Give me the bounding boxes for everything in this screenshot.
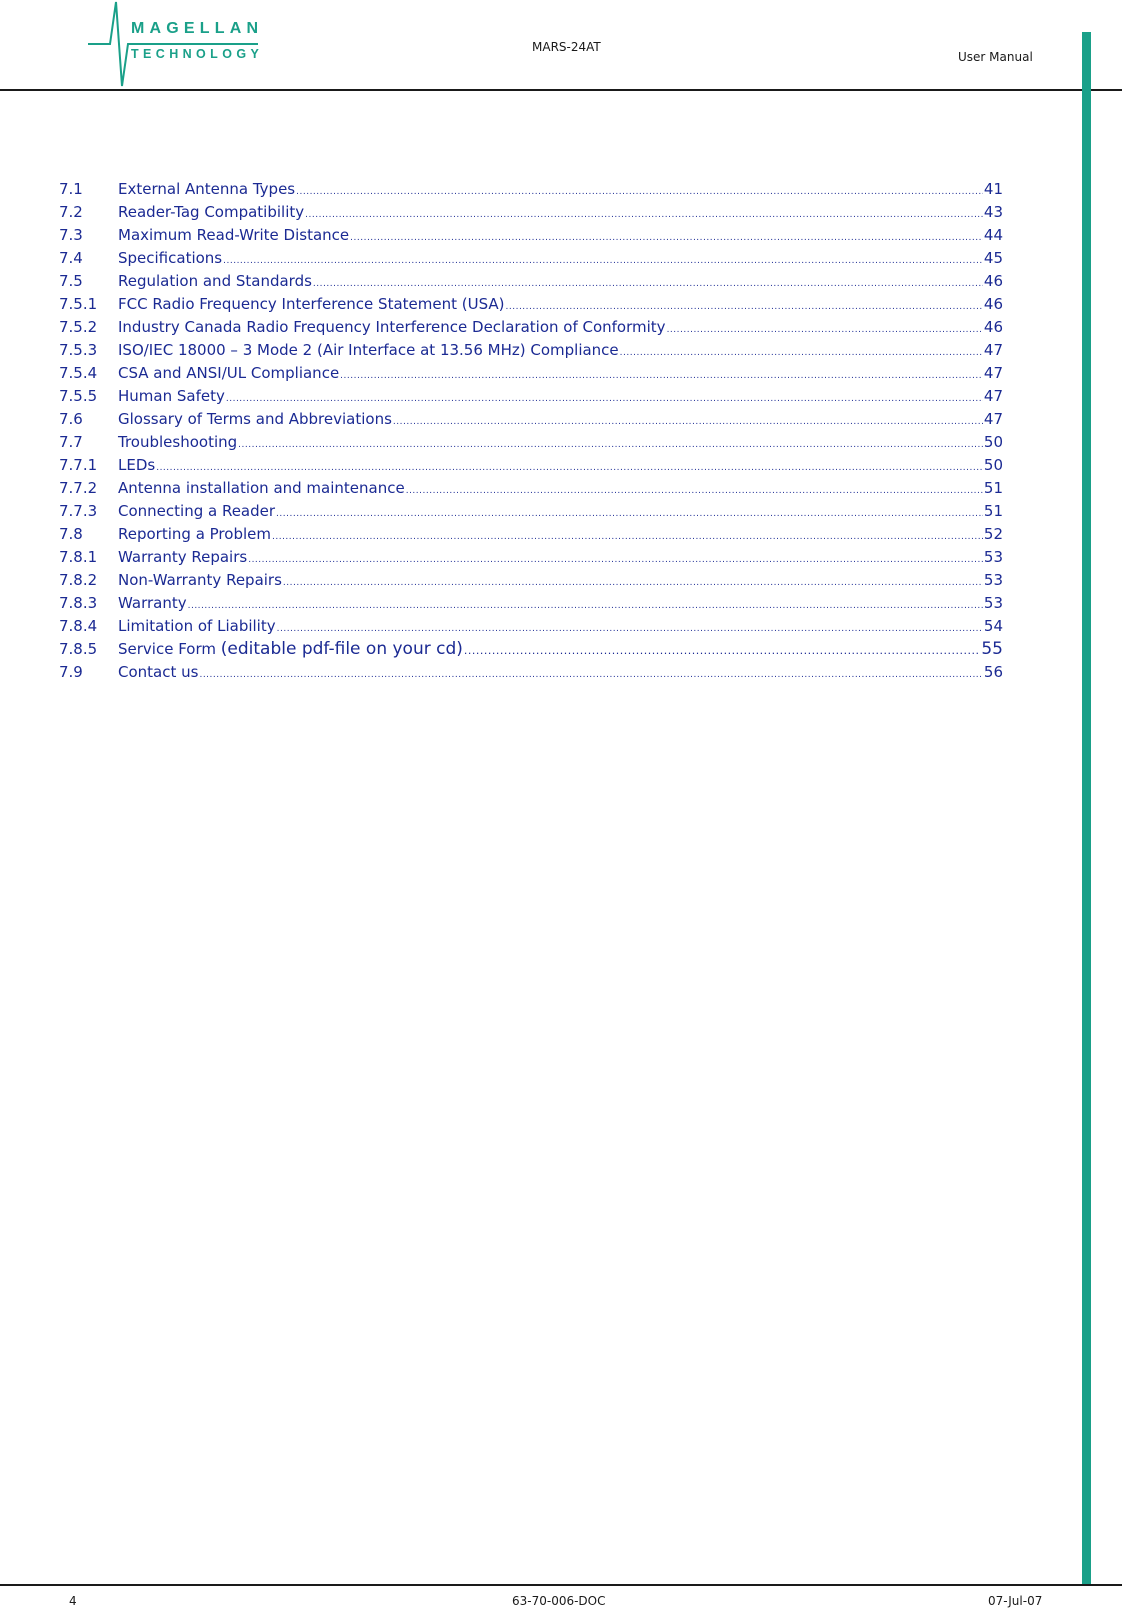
toc-number: 7.7 xyxy=(59,433,83,451)
toc-page: 51 xyxy=(983,502,1003,520)
toc-entry[interactable] xyxy=(59,224,1003,247)
magellan-logo xyxy=(86,0,266,88)
toc-title: Connecting a Reader xyxy=(118,502,276,520)
toc-title: Human Safety xyxy=(118,387,225,405)
toc-leader xyxy=(276,503,983,526)
toc-entry[interactable] xyxy=(59,615,1003,638)
toc-number: 7.5.5 xyxy=(59,387,98,405)
toc-number: 7.5.1 xyxy=(59,295,98,313)
toc-leader xyxy=(188,595,983,618)
toc-entry[interactable] xyxy=(59,316,1003,339)
toc-entry[interactable] xyxy=(59,523,1003,546)
toc-page: 47 xyxy=(983,364,1003,382)
toc-leader xyxy=(272,526,983,549)
toc-title: Warranty xyxy=(118,594,187,612)
toc-number: 7.2 xyxy=(59,203,83,221)
toc-page: 53 xyxy=(983,548,1003,566)
toc-number: 7.7.2 xyxy=(59,479,98,497)
toc-page: 44 xyxy=(983,226,1003,244)
toc-number: 7.5.4 xyxy=(59,364,98,382)
toc-leader xyxy=(620,342,983,365)
toc-page: 54 xyxy=(983,617,1003,635)
toc-title: Non-Warranty Repairs xyxy=(118,571,282,589)
toc-title: LEDs xyxy=(118,456,156,474)
toc-entry[interactable] xyxy=(59,362,1003,385)
toc-title: Maximum Read-Write Distance xyxy=(118,226,350,244)
toc-page: 52 xyxy=(983,525,1003,543)
logo-text-technology: TECHNOLOGY xyxy=(131,47,264,61)
toc-title: Specifications xyxy=(118,249,223,267)
toc-leader xyxy=(296,181,983,204)
toc-number: 7.8 xyxy=(59,525,83,543)
toc-title: Reader-Tag Compatibility xyxy=(118,203,305,221)
table-of-contents xyxy=(59,178,1003,684)
footer-divider xyxy=(0,1584,1122,1586)
toc-page: 41 xyxy=(983,180,1003,198)
toc-number: 7.7.1 xyxy=(59,456,98,474)
toc-leader xyxy=(340,365,983,388)
toc-title: Contact us xyxy=(118,663,199,681)
toc-leader xyxy=(350,227,983,250)
toc-page: 50 xyxy=(983,456,1003,474)
toc-leader xyxy=(248,549,983,572)
toc-number: 7.7.3 xyxy=(59,502,98,520)
toc-entry[interactable] xyxy=(59,247,1003,270)
toc-page: 55 xyxy=(981,639,1003,659)
side-accent-bar xyxy=(1082,32,1091,1586)
toc-number: 7.8.3 xyxy=(59,594,98,612)
toc-entry[interactable] xyxy=(59,431,1003,454)
toc-number: 7.8.4 xyxy=(59,617,98,635)
toc-title: Reporting a Problem xyxy=(118,525,271,543)
toc-title: Antenna installation and maintenance xyxy=(118,479,405,497)
toc-entry[interactable] xyxy=(59,385,1003,408)
toc-number: 7.3 xyxy=(59,226,83,244)
toc-page: 46 xyxy=(983,272,1003,290)
toc-number: 7.9 xyxy=(59,663,83,681)
toc-entry[interactable] xyxy=(59,661,1003,684)
toc-title: CSA and ANSI/UL Compliance xyxy=(118,364,340,382)
toc-entry[interactable] xyxy=(59,339,1003,362)
toc-number: 7.5.3 xyxy=(59,341,98,359)
toc-page: 45 xyxy=(983,249,1003,267)
toc-title: Troubleshooting xyxy=(118,433,238,451)
toc-page: 53 xyxy=(983,594,1003,612)
toc-leader xyxy=(305,204,983,227)
toc-title-extra: (editable pdf-file on your cd) xyxy=(220,639,463,659)
product-name: MARS-24AT xyxy=(532,40,601,54)
header-divider xyxy=(0,89,1122,91)
toc-entry[interactable] xyxy=(59,178,1003,201)
toc-leader xyxy=(393,411,983,434)
logo-pulse-icon xyxy=(86,0,266,88)
toc-title: Limitation of Liability xyxy=(118,617,276,635)
toc-number: 7.5.2 xyxy=(59,318,98,336)
toc-leader xyxy=(223,250,983,273)
toc-number: 7.4 xyxy=(59,249,83,267)
document-date: 07-Jul-07 xyxy=(988,1594,1043,1608)
toc-number: 7.8.1 xyxy=(59,548,98,566)
toc-page: 50 xyxy=(983,433,1003,451)
toc-title-main: Service Form xyxy=(118,640,216,658)
page-number: 4 xyxy=(69,1594,77,1608)
toc-page: 47 xyxy=(983,341,1003,359)
toc-entry[interactable] xyxy=(59,293,1003,316)
toc-title: Industry Canada Radio Frequency Interference Declaration of Conformity xyxy=(118,318,666,336)
toc-number: 7.6 xyxy=(59,410,83,428)
toc-number: 7.5 xyxy=(59,272,83,290)
toc-entry[interactable] xyxy=(59,592,1003,615)
toc-number: 7.8.2 xyxy=(59,571,98,589)
toc-title: External Antenna Types xyxy=(118,180,296,198)
toc-page: 46 xyxy=(983,295,1003,313)
toc-entry[interactable] xyxy=(59,638,1003,661)
toc-title: Warranty Repairs xyxy=(118,548,248,566)
logo-text-magellan: MAGELLAN xyxy=(131,20,264,37)
toc-page: 56 xyxy=(983,663,1003,681)
toc-leader xyxy=(283,572,983,595)
toc-entry[interactable] xyxy=(59,546,1003,569)
toc-number: 7.8.5 xyxy=(59,640,98,658)
toc-title: Regulation and Standards xyxy=(118,272,312,290)
toc-entry[interactable] xyxy=(59,569,1003,592)
toc-entry[interactable] xyxy=(59,408,1003,431)
document-number: 63-70-006-DOC xyxy=(512,1594,606,1608)
toc-page: 47 xyxy=(983,410,1003,428)
toc-leader xyxy=(406,480,983,503)
toc-title: ISO/IEC 18000 – 3 Mode 2 (Air Interface at 13.56 MHz) Compliance xyxy=(118,341,619,359)
toc-page: 53 xyxy=(983,571,1003,589)
toc-entry[interactable] xyxy=(59,201,1003,224)
toc-page: 51 xyxy=(983,479,1003,497)
toc-entry[interactable] xyxy=(59,270,1003,293)
toc-leader xyxy=(199,664,982,687)
toc-title xyxy=(118,638,463,661)
toc-entry[interactable] xyxy=(59,500,1003,523)
toc-leader xyxy=(464,639,980,662)
toc-leader xyxy=(238,434,983,457)
toc-page: 47 xyxy=(983,387,1003,405)
toc-page: 46 xyxy=(983,318,1003,336)
document-type: User Manual xyxy=(958,50,1033,64)
toc-title: FCC Radio Frequency Interference Statement (USA) xyxy=(118,295,505,313)
toc-title: Glossary of Terms and Abbreviations xyxy=(118,410,392,428)
toc-entry[interactable] xyxy=(59,477,1003,500)
toc-page: 43 xyxy=(983,203,1003,221)
toc-entry[interactable] xyxy=(59,454,1003,477)
toc-leader xyxy=(667,319,983,342)
toc-number: 7.1 xyxy=(59,180,83,198)
